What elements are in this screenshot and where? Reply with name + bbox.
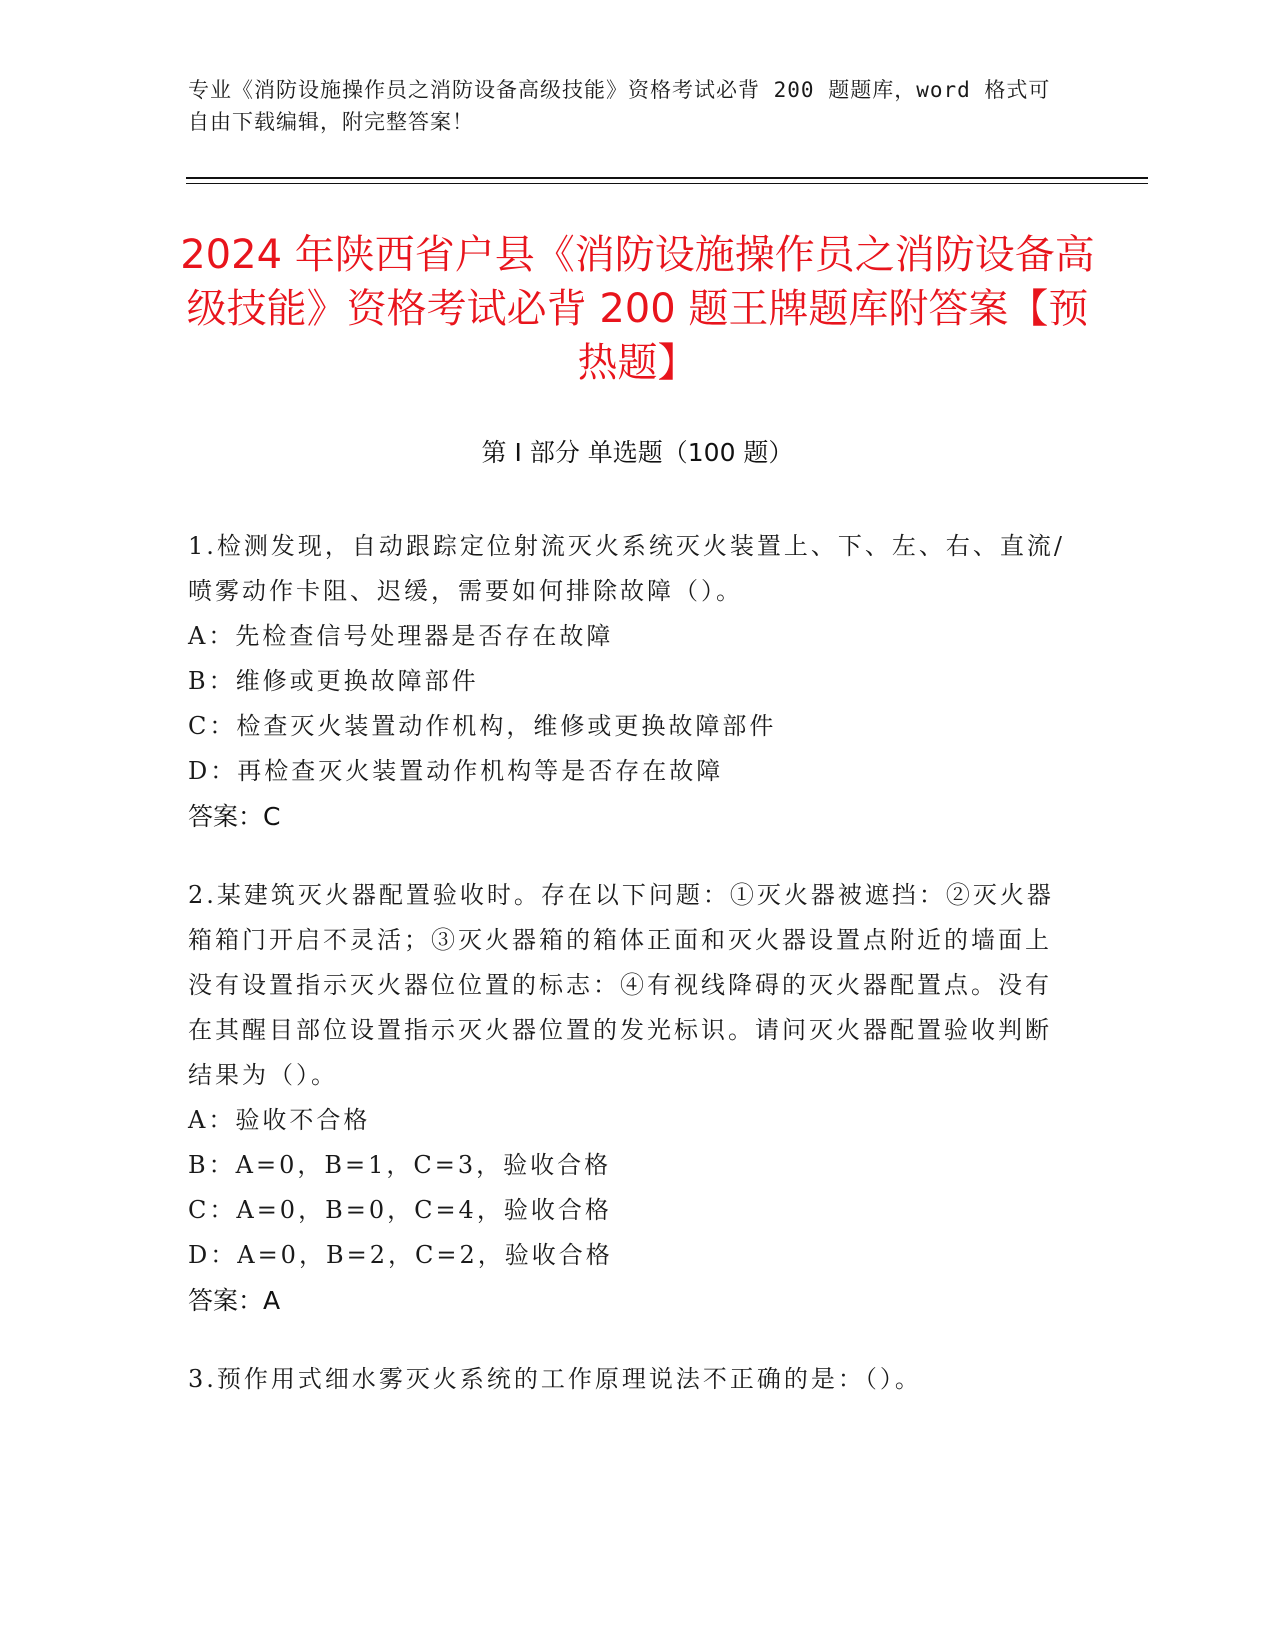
answer-label: 答案：A — [188, 1286, 281, 1315]
question-stem: 2.某建筑灭火器配置验收时。存在以下问题：①灭火器被遮挡：②灭火器箱箱门开启不灵活；③灭火器箱的箱体正面和灭火器设置点附近的墙面上没有设置指示灭火器位位置的标志：④有视线降碍的灭火器配置点。没有在其醒目部位设置指示灭火器位置的发光标识。请问灭火器配置验收判断结果为（）。 — [188, 881, 1054, 1089]
option-d: D：再检查灭火装置动作机构等是否存在故障 — [188, 757, 724, 785]
document-title: 2024 年陕西省户县《消防设施操作员之消防设备高级技能》资格考试必背 200 题王牌题库附答案【预热题】 — [180, 232, 1095, 386]
option-c: C：检查灭火装置动作机构，维修或更换故障部件 — [188, 712, 777, 740]
option-a: A：验收不合格 — [188, 1106, 371, 1134]
question-2 — [188, 873, 1068, 1323]
header-note: 专业《消防设施操作员之消防设备高级技能》资格考试必背 200 题题库，word 格式可自由下载编辑，附完整答案！ — [188, 78, 1051, 134]
option-b: B：A=0，B=1，C=3，验收合格 — [188, 1151, 612, 1179]
option-a: A：先检查信号处理器是否存在故障 — [188, 622, 614, 650]
answer-label: 答案：C — [188, 802, 281, 831]
question-stem: 3.预作用式细水雾灭火系统的工作原理说法不正确的是：（）。 — [188, 1365, 922, 1393]
option-d: D：A=0，B=2，C=2，验收合格 — [188, 1241, 613, 1269]
option-c: C：A=0，B=0，C=4，验收合格 — [188, 1196, 612, 1224]
header-divider-thick — [186, 177, 1148, 179]
question-list — [188, 524, 1068, 1436]
question-3 — [188, 1357, 1068, 1402]
question-stem: 1.检测发现，自动跟踪定位射流灭火系统灭火装置上、下、左、右、直流/喷雾动作卡阻、迟缓，需要如何排除故障（）。 — [188, 532, 1065, 605]
section-heading: 第 I 部分 单选题（100 题） — [481, 438, 794, 467]
option-b: B：维修或更换故障部件 — [188, 667, 479, 695]
question-1 — [188, 524, 1068, 839]
header-divider-thin — [186, 183, 1148, 184]
